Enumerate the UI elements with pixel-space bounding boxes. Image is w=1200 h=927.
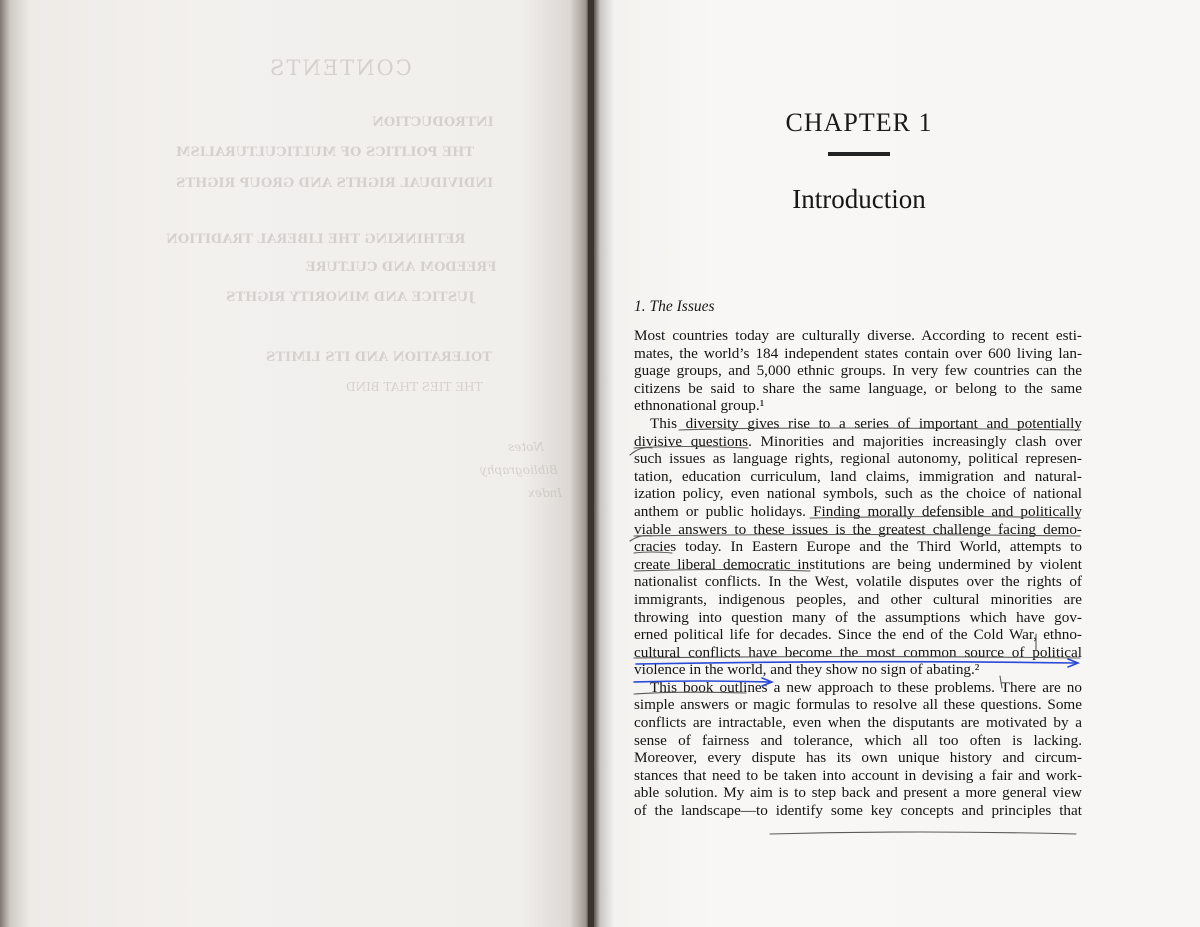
text-line: such issues as language rights, regional autonomy, political represen- bbox=[634, 450, 1082, 468]
text-line: guage groups, and 5,000 ethnic groups. In very few countries can the bbox=[634, 362, 1082, 380]
ghost-contents-line: FREEDOM AND CULTURE bbox=[306, 260, 497, 275]
text-line: anthem or public holidays. Finding morally defensible and politically bbox=[634, 502, 1082, 520]
text-line: create liberal democratic institutions are being undermined by violent bbox=[634, 555, 1082, 573]
text-line: throwing into question many of the assumptions which have gov- bbox=[634, 608, 1082, 626]
text-line: sense of fairness and tolerance, which all too often is lacking. bbox=[634, 731, 1082, 749]
text-line: viable answers to these issues is the greatest challenge facing demo- bbox=[634, 520, 1082, 538]
ghost-contents-line: THE TIES THAT BIND bbox=[346, 380, 483, 394]
text-line: nationalist conflicts. In the West, volatile disputes over the rights of bbox=[634, 573, 1082, 591]
ghost-contents-line: Bibliography bbox=[480, 463, 558, 477]
text-line: conflicts are intractable, even when the disputants are motivated by a bbox=[634, 714, 1082, 732]
text-line: cultural conflicts have become the most common source of political bbox=[634, 643, 1082, 661]
text-line: This diversity gives rise to a series of important and potentially bbox=[650, 414, 1082, 432]
chapter-title: Introduction bbox=[792, 184, 926, 214]
ghost-contents-line: Notes bbox=[508, 440, 544, 454]
text-line: Most countries today are culturally diverse. According to recent esti- bbox=[634, 327, 1082, 344]
bleed-through-contents bbox=[0, 0, 588, 927]
text-line: citizens be said to share the same language, or belong to the same bbox=[634, 379, 1082, 397]
ghost-contents-line: INTRODUCTION bbox=[372, 115, 494, 130]
text-line: simple answers or magic formulas to resolve all these questions. Some bbox=[634, 696, 1082, 714]
ghost-contents-line: JUSTICE AND MINORITY RIGHTS bbox=[226, 290, 475, 305]
chapter-rule bbox=[828, 152, 890, 156]
section-heading: 1. The Issues bbox=[634, 298, 715, 315]
text-line: stances that need to be taken into account in devising a fair and work- bbox=[634, 766, 1082, 784]
text-line: This book outlines a new approach to these problems. There are no bbox=[650, 678, 1082, 696]
text-line: Moreover, every dispute has its own unique history and circum- bbox=[634, 749, 1082, 767]
left-page bbox=[0, 0, 588, 927]
body-text bbox=[634, 327, 1082, 820]
text-line: immigrants, indigenous peoples, and other cultural minorities are bbox=[634, 590, 1082, 608]
text-line: tation, education curriculum, land claims, immigration and natural- bbox=[634, 467, 1082, 485]
ghost-contents-line: THE POLITICS OF MULTICULTURALISM bbox=[176, 145, 475, 160]
text-line: able solution. My aim is to step back and present a more general view bbox=[634, 784, 1082, 802]
text-line: ethnonational group.¹ bbox=[634, 397, 765, 415]
ghost-contents-line: Index bbox=[528, 486, 563, 500]
text-line: mates, the world’s 184 independent states contain over 600 living lan- bbox=[634, 344, 1082, 362]
text-line: ization policy, even national symbols, such as the choice of national bbox=[634, 485, 1082, 503]
ghost-contents-line: RETHINKING THE LIBERAL TRADITION bbox=[166, 232, 466, 247]
text-line: erned political life for decades. Since the end of the Cold War, ethno- bbox=[634, 626, 1082, 644]
text-line: violence in the world, and they show no sign of abating.² bbox=[634, 661, 980, 679]
chapter-label: CHAPTER 1 bbox=[785, 108, 933, 137]
text-line: cracies today. In Eastern Europe and the Third World, attempts to bbox=[634, 538, 1082, 556]
ghost-contents-line: TOLERATION AND ITS LIMITS bbox=[266, 350, 492, 365]
ghost-contents-line: INDIVIDUAL RIGHTS AND GROUP RIGHTS bbox=[176, 176, 494, 191]
text-line: divisive questions. Minorities and majorities increasingly clash over bbox=[634, 432, 1082, 450]
text-line: of the landscape—to identify some key concepts and principles that bbox=[634, 802, 1082, 820]
ghost-contents-title: CONTENTS bbox=[268, 56, 412, 80]
